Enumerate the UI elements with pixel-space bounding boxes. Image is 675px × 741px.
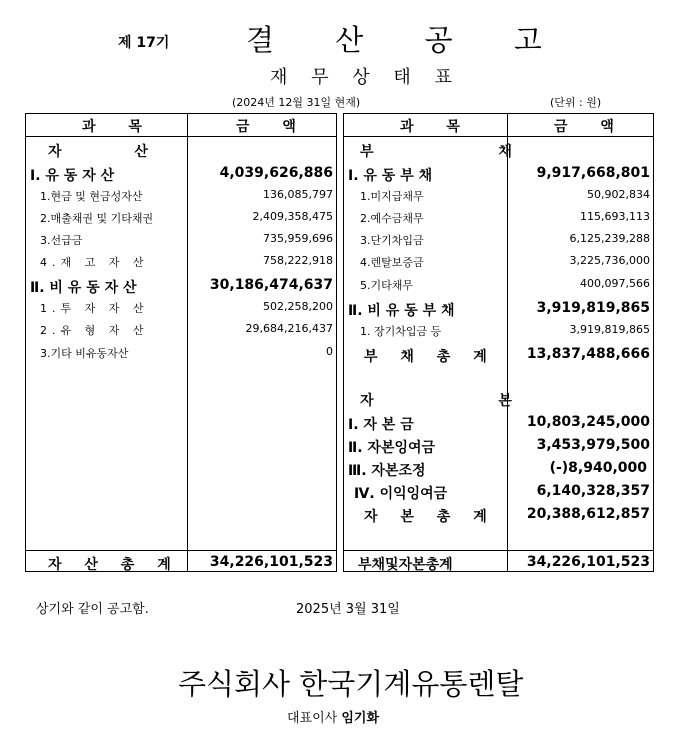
account-label: Ⅳ. 이익잉여금 [354,486,448,502]
amount-value: 10,803,245,000 [526,414,650,430]
amount-value: 3,453,979,500 [536,437,650,453]
account-label: 4.렌탈보증금 [360,256,424,269]
grand-total-row [344,551,653,573]
table-row [26,297,336,319]
amount-value: 9,917,668,801 [536,165,650,181]
account-label: Ⅰ. 유 동 부 채 [348,168,433,184]
as-of-date: (2024년 12월 31일 현재) [232,96,361,109]
account-label: 2.예수금채무 [360,212,424,225]
notice-text: 상기와 같이 공고함. [36,602,149,617]
account-label: 1.미지급채무 [360,190,424,203]
table-row [26,229,336,251]
table-row [344,457,653,479]
amount-value: (-)8,940,000 [549,460,647,476]
amount-value: 758,222,918 [263,254,333,267]
assets-table [25,113,337,572]
amount-value: 502,258,200 [263,300,333,313]
amount-value: 6,125,239,288 [569,232,650,245]
company-name: 주식회사 한국기계유통렌탈 [178,667,524,701]
rep-name: 임기화 [341,711,380,726]
amount-value: 136,085,797 [263,188,333,201]
equity-total-row [344,503,653,525]
amount-value: 30,186,474,637 [209,277,333,293]
amount-value: 3,919,819,865 [536,300,650,316]
account-label: 1. 장기차입금 등 [360,325,442,338]
equity-section [344,387,653,409]
header-divider [344,136,653,137]
table-row [344,320,653,342]
rep-title: 대표이사 [287,711,338,726]
amount-header: 금 액 [554,119,628,135]
assets-total-row [26,551,336,573]
account-label: 1.투 자 자 산 [40,302,149,315]
amount-header: 금 액 [236,119,310,135]
amount-value: 400,097,566 [580,277,650,290]
account-label: Ⅲ. 자본조정 [348,463,426,479]
account-label: 5.기타채무 [360,279,413,292]
total-amount: 13,837,488,666 [526,346,650,362]
table-row [344,207,653,229]
account-label: 3.선급금 [40,234,83,247]
account-label: Ⅱ. 자본잉여금 [348,440,436,456]
amount-value: 0 [326,345,333,358]
account-label: 4.재 고 자 산 [40,256,149,269]
header-divider [26,136,336,137]
table-row [344,480,653,502]
table-row [26,274,336,296]
representative [287,707,379,726]
table-row [344,251,653,273]
notice-date: 2025년 3월 31일 [296,602,400,617]
total-amount: 20,388,612,857 [526,506,650,522]
amount-value: 50,902,834 [587,188,650,201]
account-label: 1.현금 및 현금성자산 [40,190,143,203]
account-header: 과 목 [82,119,156,135]
amount-value: 6,140,328,357 [536,483,650,499]
section-label: 자 산 [48,144,182,160]
table-row [344,411,653,433]
period-label: 제 17기 [118,35,170,51]
assets-section [26,138,336,160]
table-row [26,185,336,207]
amount-value: 4,039,626,886 [219,165,333,181]
table-row [344,162,653,184]
table-row [344,274,653,296]
account-label: 3.단기차입금 [360,234,424,247]
table-row [344,297,653,319]
amount-value: 115,693,113 [580,210,650,223]
unit-label: (단위 : 원) [550,96,602,109]
table-row [344,185,653,207]
account-label: Ⅱ. 비 유 동 자 산 [30,280,137,296]
amount-value: 3,919,819,865 [569,323,650,336]
liabilities-equity-table [343,113,654,572]
table-row [344,229,653,251]
liabilities-section [344,138,653,160]
total-label: 부 채 총 계 [364,349,496,365]
account-label: Ⅰ. 유 동 자 산 [30,168,115,184]
amount-value: 29,684,216,437 [245,322,333,335]
account-label: 3.기타 비유동자산 [40,347,129,360]
amount-value: 735,959,696 [263,232,333,245]
page-subtitle: 재 무 상 태 표 [270,67,461,88]
amount-value: 2,409,358,475 [252,210,333,223]
table-row [26,251,336,273]
section-label: 부 채 [360,144,572,160]
total-label: 자 본 총 계 [364,509,496,525]
total-label: 부채및자본총계 [358,557,453,573]
account-label: Ⅱ. 비 유 동 부 채 [348,303,455,319]
table-row [26,319,336,341]
table-row [26,342,336,364]
table-row [26,207,336,229]
liabilities-total-row [344,343,653,365]
account-header: 과 목 [400,119,474,135]
account-label: Ⅰ. 자 본 금 [348,417,414,433]
table-row [26,162,336,184]
total-amount: 34,226,101,523 [526,554,650,570]
total-label: 자 산 총 계 [48,557,180,573]
account-label: 2.매출채권 및 기타채권 [40,212,154,225]
total-amount: 34,226,101,523 [209,554,333,570]
amount-value: 3,225,736,000 [569,254,650,267]
table-row [344,434,653,456]
page-title: 결 산 공 고 [246,23,568,57]
account-label: 2.유 형 자 산 [40,324,149,337]
section-label: 자 본 [360,393,572,409]
